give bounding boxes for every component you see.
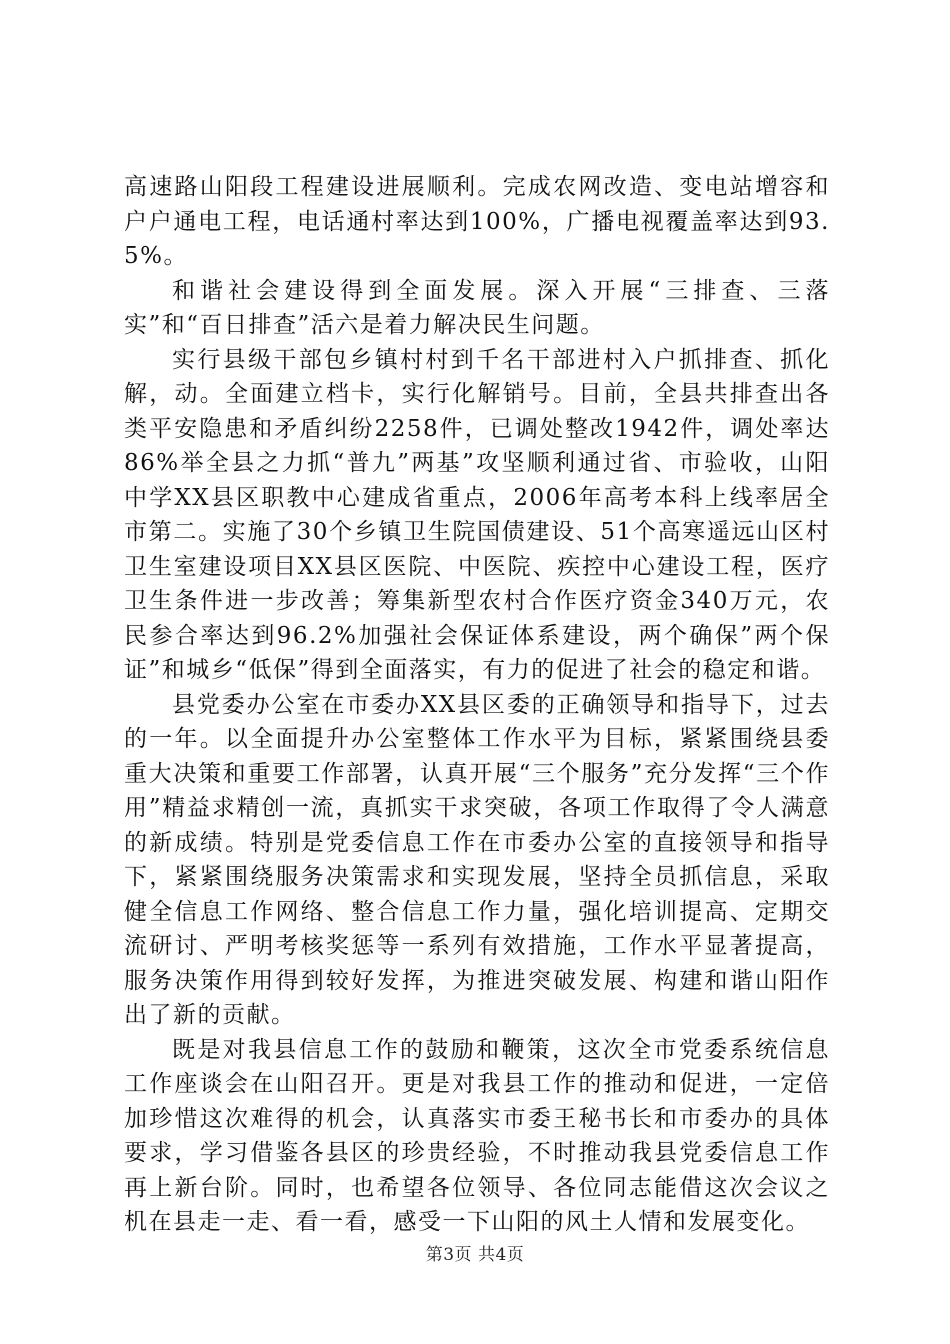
paragraph-3: 实行县级干部包乡镇村村到千名干部进村入户抓排查、抓化解，动。全面建立档卡，实行化解销号。目前，全县共排查出各类平安隐患和矛盾纠纷2258件，已调处整改1942件，调处率达86%举全县之力抓“普九”两基”攻坚顺利通过省、市验收，山阳中学XX县区职教中心建成省重点，2006年高考本科上线率居全市第二。实施了30个乡镇卫生院国债建设、51个高寒遥远山区村卫生室建设项目XX县区医院、中医院、疾控中心建设工程，医疗卫生条件进一步改善；筹集新型农村合作医疗资金340万元，农民参合率达到96.2%加强社会保证体系建设，两个确保”两个保证”和城乡“低保”得到全面落实，有力的促进了社会的稳定和谐。 xyxy=(124,346,830,683)
paragraph-5: 既是对我县信息工作的鼓励和鞭策，这次全市党委系统信息工作座谈会在山阳召开。更是对我县工作的推动和促进，一定倍加珍惜这次难得的机会，认真落实市委王秘书长和市委办的具体要求，学习借鉴各县区的珍贵经验，不时推动我县党委信息工作再上新台阶。同时，也希望各位领导、各位同志能借这次会议之机在县走一走、看一看，感受一下山阳的风土人情和发展变化。 xyxy=(124,1036,830,1235)
paragraph-2: 和谐社会建设得到全面发展。深入开展“三排查、三落实”和“百日排查”活六是着力解决民生问题。 xyxy=(124,277,830,338)
document-body xyxy=(124,170,830,1240)
page-number-footer: 第3页 共4页 xyxy=(425,1245,525,1265)
paragraph-4: 县党委办公室在市委办XX县区委的正确领导和指导下，过去的一年。以全面提升办公室整体工作水平为目标，紧紧围绕县委重大决策和重要工作部署，认真开展“三个服务”充分发挥“三个作用”精益求精创一流，真抓实干求突破，各项工作取得了令人满意的新成绩。特别是党委信息工作在市委办公室的直接领导和指导下，紧紧围绕服务决策需求和实现发展，坚持全员抓信息，采取健全信息工作网络、整合信息工作力量，强化培训提高、定期交流研讨、严明考核奖惩等一系列有效措施，工作水平显著提高，服务决策作用得到较好发挥，为推进突破发展、构建和谐山阳作出了新的贡献。 xyxy=(124,691,830,1028)
paragraph-1: 高速路山阳段工程建设进展顺利。完成农网改造、变电站增容和户户通电工程，电话通村率达到100%，广播电视覆盖率达到93.5%。 xyxy=(124,174,830,269)
